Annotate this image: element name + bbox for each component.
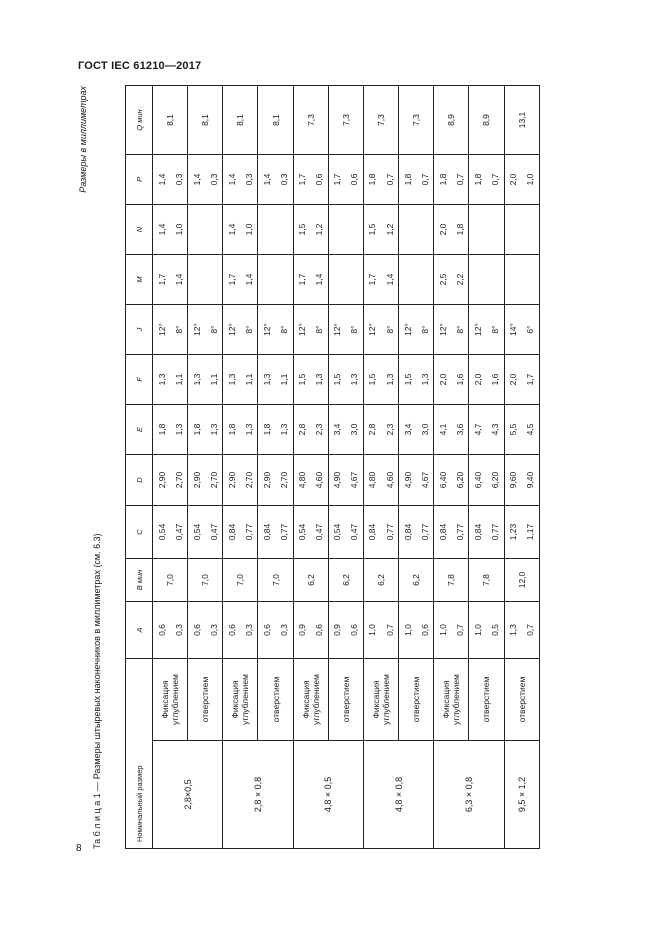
- table-row: [223, 86, 241, 849]
- value-cell-m-max: 1,7: [293, 255, 311, 305]
- value-cell-m-max: [399, 255, 417, 305]
- value-cell-q: 8,1: [188, 86, 223, 155]
- value-cell-m-min: 1,4: [381, 255, 399, 305]
- table-row: [363, 86, 381, 849]
- value-cell-p-min: 0,7: [486, 155, 504, 205]
- fixation-type-cell: Фиксация углублением: [223, 659, 258, 741]
- value-cell-q: 8,1: [223, 86, 258, 155]
- value-cell-d-max: 4,90: [399, 455, 417, 506]
- value-cell-e-min: 3,6: [451, 405, 469, 455]
- value-cell-e-max: 4,1: [434, 405, 452, 455]
- value-cell-j-max: 12°: [153, 305, 171, 355]
- value-cell-a-min: 0,5: [486, 602, 504, 659]
- value-cell-j-min: 8°: [346, 305, 364, 355]
- value-cell-d-min: 4,67: [346, 455, 364, 506]
- value-cell-j-min: 8°: [381, 305, 399, 355]
- value-cell-n-max: [504, 205, 522, 255]
- value-cell-j-max: 12°: [363, 305, 381, 355]
- value-cell-a-max: 1,0: [399, 602, 417, 659]
- value-cell-d-max: 6,40: [469, 455, 487, 506]
- value-cell-b: 7,0: [223, 559, 258, 602]
- value-cell-d-max: 4,80: [293, 455, 311, 506]
- value-cell-b: 7,0: [153, 559, 188, 602]
- column-header: J: [126, 305, 153, 355]
- value-cell-m-min: [486, 255, 504, 305]
- fixation-type-cell: Фиксация углублением: [293, 659, 328, 741]
- value-cell-a-min: 0,3: [170, 602, 188, 659]
- page-number: 8: [76, 843, 82, 854]
- value-cell-j-max: 12°: [293, 305, 311, 355]
- value-cell-a-min: 0,6: [416, 602, 434, 659]
- value-cell-f-max: 1,5: [328, 355, 346, 405]
- value-cell-e-max: 1,8: [188, 405, 206, 455]
- value-cell-e-min: 4,5: [522, 405, 540, 455]
- value-cell-p-max: 1,4: [258, 155, 276, 205]
- value-cell-f-max: 2,0: [434, 355, 452, 405]
- value-cell-j-min: 8°: [205, 305, 223, 355]
- value-cell-f-min: 1,7: [522, 355, 540, 405]
- value-cell-e-min: 1,3: [205, 405, 223, 455]
- value-cell-c-min: 1,17: [522, 506, 540, 559]
- value-cell-q: 8,9: [469, 86, 504, 155]
- value-cell-c-min: 0,77: [451, 506, 469, 559]
- fixation-type-cell: Фиксация углублением: [434, 659, 469, 741]
- value-cell-c-max: 0,84: [469, 506, 487, 559]
- value-cell-b: 6,2: [293, 559, 328, 602]
- table-row: [399, 86, 417, 849]
- value-cell-p-max: 1,8: [469, 155, 487, 205]
- value-cell-m-max: [188, 255, 206, 305]
- fixation-type-cell: отверстием: [399, 659, 434, 741]
- value-cell-m-min: 1,4: [311, 255, 329, 305]
- value-cell-m-max: [469, 255, 487, 305]
- value-cell-f-max: 2,0: [469, 355, 487, 405]
- value-cell-n-min: [486, 205, 504, 255]
- table-caption: Та б л и ц а 1 — Размеры штыревых наконечников в миллиметрах (см. 6.3): [92, 533, 102, 849]
- value-cell-c-min: 0,47: [205, 506, 223, 559]
- value-cell-j-min: 8°: [276, 305, 294, 355]
- value-cell-f-max: 1,3: [153, 355, 171, 405]
- value-cell-f-max: 2,0: [504, 355, 522, 405]
- value-cell-f-max: 1,3: [188, 355, 206, 405]
- value-cell-d-max: 2,90: [223, 455, 241, 506]
- value-cell-n-max: 1,5: [293, 205, 311, 255]
- value-cell-f-min: 1,1: [240, 355, 258, 405]
- value-cell-m-min: 1,4: [240, 255, 258, 305]
- value-cell-f-min: 1,1: [170, 355, 188, 405]
- value-cell-c-min: 0,77: [486, 506, 504, 559]
- value-cell-c-max: 0,84: [399, 506, 417, 559]
- value-cell-m-max: 1,7: [363, 255, 381, 305]
- value-cell-j-min: 8°: [311, 305, 329, 355]
- value-cell-d-min: 9,40: [522, 455, 540, 506]
- column-header: A: [126, 602, 153, 659]
- value-cell-n-min: [416, 205, 434, 255]
- value-cell-n-max: 1,4: [223, 205, 241, 255]
- value-cell-f-min: 1,3: [416, 355, 434, 405]
- value-cell-m-max: [328, 255, 346, 305]
- value-cell-d-max: 2,90: [153, 455, 171, 506]
- value-cell-e-min: 2,3: [381, 405, 399, 455]
- value-cell-b: 7,0: [258, 559, 293, 602]
- value-cell-n-min: 1,8: [451, 205, 469, 255]
- value-cell-d-max: 6,40: [434, 455, 452, 506]
- value-cell-e-min: 2,3: [311, 405, 329, 455]
- value-cell-q: 8,1: [153, 86, 188, 155]
- value-cell-n-min: 1,2: [381, 205, 399, 255]
- value-cell-c-max: 0,84: [363, 506, 381, 559]
- value-cell-d-min: 2,70: [276, 455, 294, 506]
- fixation-type-cell: отверстием: [469, 659, 504, 741]
- table-row: [469, 86, 487, 849]
- value-cell-n-max: [399, 205, 417, 255]
- value-cell-c-min: 0,77: [240, 506, 258, 559]
- dimensions-table: [125, 85, 540, 849]
- value-cell-p-min: 0,7: [416, 155, 434, 205]
- value-cell-c-max: 0,54: [153, 506, 171, 559]
- value-cell-d-min: 4,60: [311, 455, 329, 506]
- fixation-type-cell: отверстием: [328, 659, 363, 741]
- value-cell-a-max: 1,0: [469, 602, 487, 659]
- value-cell-a-min: 0,7: [451, 602, 469, 659]
- value-cell-n-min: 1,0: [240, 205, 258, 255]
- value-cell-f-max: 1,3: [258, 355, 276, 405]
- rotated-table-area: [78, 86, 578, 849]
- column-header: D: [126, 455, 153, 506]
- value-cell-p-max: 1,7: [328, 155, 346, 205]
- value-cell-a-max: 0,6: [258, 602, 276, 659]
- value-cell-q: 7,3: [328, 86, 363, 155]
- column-header: M: [126, 255, 153, 305]
- value-cell-a-min: 0,7: [522, 602, 540, 659]
- value-cell-f-min: 1,1: [205, 355, 223, 405]
- value-cell-b: 6,2: [399, 559, 434, 602]
- value-cell-m-min: [346, 255, 364, 305]
- value-cell-d-min: 6,20: [451, 455, 469, 506]
- value-cell-j-max: 12°: [223, 305, 241, 355]
- value-cell-e-min: 4,3: [486, 405, 504, 455]
- value-cell-p-min: 0,6: [311, 155, 329, 205]
- value-cell-p-min: 0,6: [346, 155, 364, 205]
- value-cell-p-max: 1,4: [223, 155, 241, 205]
- value-cell-b: 7,8: [469, 559, 504, 602]
- value-cell-c-min: 0,77: [276, 506, 294, 559]
- value-cell-e-max: 1,8: [258, 405, 276, 455]
- value-cell-d-min: 2,70: [205, 455, 223, 506]
- value-cell-q: 8,1: [258, 86, 293, 155]
- fixation-type-cell: Фиксация углублением: [363, 659, 398, 741]
- value-cell-n-max: [188, 205, 206, 255]
- value-cell-c-max: 0,84: [434, 506, 452, 559]
- value-cell-m-min: [416, 255, 434, 305]
- value-cell-m-max: 2,5: [434, 255, 452, 305]
- value-cell-c-max: 0,54: [293, 506, 311, 559]
- value-cell-c-min: 0,47: [311, 506, 329, 559]
- value-cell-p-max: 2,0: [504, 155, 522, 205]
- value-cell-e-min: 3,0: [346, 405, 364, 455]
- value-cell-f-min: 1,3: [346, 355, 364, 405]
- value-cell-e-min: 1,3: [240, 405, 258, 455]
- value-cell-a-max: 0,9: [293, 602, 311, 659]
- value-cell-e-min: 3,0: [416, 405, 434, 455]
- value-cell-a-min: 0,3: [276, 602, 294, 659]
- value-cell-a-max: 1,0: [363, 602, 381, 659]
- value-cell-n-max: 2,0: [434, 205, 452, 255]
- value-cell-e-min: 1,3: [170, 405, 188, 455]
- table-row: [293, 86, 311, 849]
- units-note: Размеры в миллиметрах: [78, 86, 88, 193]
- value-cell-m-max: 1,7: [223, 255, 241, 305]
- fixation-type-cell: отверстием: [258, 659, 293, 741]
- value-cell-q: 7,3: [293, 86, 328, 155]
- value-cell-f-min: 1,3: [381, 355, 399, 405]
- value-cell-a-min: 0,3: [205, 602, 223, 659]
- value-cell-j-max: 12°: [399, 305, 417, 355]
- value-cell-j-min: 6°: [522, 305, 540, 355]
- value-cell-n-min: [276, 205, 294, 255]
- nominal-size-cell: 4,8 × 0,5: [293, 741, 363, 849]
- value-cell-f-min: 1,3: [311, 355, 329, 405]
- value-cell-f-max: 1,5: [363, 355, 381, 405]
- value-cell-c-max: 0,84: [258, 506, 276, 559]
- value-cell-p-max: 1,8: [434, 155, 452, 205]
- table-body: [153, 86, 540, 849]
- value-cell-f-min: 1,6: [451, 355, 469, 405]
- value-cell-p-min: 0,7: [381, 155, 399, 205]
- value-cell-a-max: 0,9: [328, 602, 346, 659]
- value-cell-f-min: 1,1: [276, 355, 294, 405]
- value-cell-a-max: 0,6: [188, 602, 206, 659]
- value-cell-n-max: 1,5: [363, 205, 381, 255]
- value-cell-p-min: 0,7: [451, 155, 469, 205]
- table-row: [328, 86, 346, 849]
- value-cell-a-max: 0,6: [223, 602, 241, 659]
- fixation-type-cell: отверстием: [504, 659, 539, 741]
- value-cell-c-min: 0,47: [346, 506, 364, 559]
- value-cell-m-max: [258, 255, 276, 305]
- value-cell-e-max: 4,7: [469, 405, 487, 455]
- table-row: [258, 86, 276, 849]
- value-cell-d-min: 2,70: [170, 455, 188, 506]
- value-cell-a-min: 0,6: [311, 602, 329, 659]
- value-cell-j-min: 8°: [170, 305, 188, 355]
- value-cell-j-min: 8°: [240, 305, 258, 355]
- value-cell-j-min: 8°: [451, 305, 469, 355]
- value-cell-c-max: 0,54: [188, 506, 206, 559]
- value-cell-d-min: 2,70: [240, 455, 258, 506]
- value-cell-e-max: 5,5: [504, 405, 522, 455]
- value-cell-c-max: 0,54: [328, 506, 346, 559]
- value-cell-d-max: 9,60: [504, 455, 522, 506]
- value-cell-d-max: 4,80: [363, 455, 381, 506]
- value-cell-a-max: 1,0: [434, 602, 452, 659]
- value-cell-b: 12,0: [504, 559, 539, 602]
- page-header: ГОСТ IEC 61210—2017: [78, 60, 202, 72]
- value-cell-f-min: 1,6: [486, 355, 504, 405]
- value-cell-m-min: [276, 255, 294, 305]
- value-cell-m-min: [205, 255, 223, 305]
- value-cell-p-max: 1,4: [188, 155, 206, 205]
- nominal-size-cell: 6,3 × 0,8: [434, 741, 504, 849]
- value-cell-p-min: 1,0: [522, 155, 540, 205]
- nominal-size-cell: 2,8×0,5: [153, 741, 223, 849]
- value-cell-n-min: [205, 205, 223, 255]
- value-cell-m-min: 2,2: [451, 255, 469, 305]
- value-cell-m-max: [504, 255, 522, 305]
- value-cell-e-max: 2,8: [293, 405, 311, 455]
- value-cell-j-max: 12°: [258, 305, 276, 355]
- value-cell-j-max: 12°: [328, 305, 346, 355]
- table-header-row: [126, 86, 153, 849]
- value-cell-d-min: 4,67: [416, 455, 434, 506]
- value-cell-q: 7,3: [399, 86, 434, 155]
- value-cell-n-max: [328, 205, 346, 255]
- value-cell-j-max: 14°: [504, 305, 522, 355]
- value-cell-n-min: 1,0: [170, 205, 188, 255]
- column-header: B мин: [126, 559, 153, 602]
- table-row: [188, 86, 206, 849]
- value-cell-c-min: 0,77: [381, 506, 399, 559]
- value-cell-j-max: 12°: [188, 305, 206, 355]
- value-cell-d-max: 2,90: [258, 455, 276, 506]
- nominal-size-cell: 4,8 × 0,8: [363, 741, 433, 849]
- table-row: [504, 86, 522, 849]
- value-cell-a-min: 0,3: [240, 602, 258, 659]
- value-cell-p-min: 0,3: [276, 155, 294, 205]
- column-header: C: [126, 506, 153, 559]
- fixation-type-cell: отверстием: [188, 659, 223, 741]
- value-cell-n-max: [258, 205, 276, 255]
- value-cell-c-max: 1,23: [504, 506, 522, 559]
- value-cell-d-min: 6,20: [486, 455, 504, 506]
- value-cell-d-min: 4,60: [381, 455, 399, 506]
- value-cell-p-min: 0,3: [170, 155, 188, 205]
- value-cell-d-max: 2,90: [188, 455, 206, 506]
- value-cell-f-max: 1,5: [399, 355, 417, 405]
- value-cell-c-max: 0,84: [223, 506, 241, 559]
- value-cell-a-max: 0,6: [153, 602, 171, 659]
- value-cell-p-max: 1,8: [363, 155, 381, 205]
- value-cell-e-max: 3,4: [399, 405, 417, 455]
- value-cell-b: 6,2: [363, 559, 398, 602]
- value-cell-m-min: 1,4: [170, 255, 188, 305]
- value-cell-n-min: 1,2: [311, 205, 329, 255]
- column-header: N: [126, 205, 153, 255]
- value-cell-n-min: [522, 205, 540, 255]
- value-cell-d-max: 4,90: [328, 455, 346, 506]
- value-cell-b: 7,8: [434, 559, 469, 602]
- table-row: [434, 86, 452, 849]
- value-cell-p-min: 0,3: [240, 155, 258, 205]
- value-cell-n-max: 1,4: [153, 205, 171, 255]
- value-cell-p-max: 1,7: [293, 155, 311, 205]
- value-cell-n-min: [346, 205, 364, 255]
- value-cell-q: 7,3: [363, 86, 398, 155]
- value-cell-e-max: 2,8: [363, 405, 381, 455]
- value-cell-j-min: 8°: [486, 305, 504, 355]
- value-cell-a-min: 0,7: [381, 602, 399, 659]
- value-cell-e-max: 1,8: [223, 405, 241, 455]
- table-row: [153, 86, 171, 849]
- column-header: E: [126, 405, 153, 455]
- value-cell-j-min: 8°: [416, 305, 434, 355]
- value-cell-c-min: 0,47: [170, 506, 188, 559]
- value-cell-b: 7,0: [188, 559, 223, 602]
- column-header: Номинальный размер: [126, 659, 153, 849]
- value-cell-b: 6,2: [328, 559, 363, 602]
- value-cell-m-min: [522, 255, 540, 305]
- column-header: F: [126, 355, 153, 405]
- value-cell-a-min: 0,6: [346, 602, 364, 659]
- value-cell-q: 13,1: [504, 86, 539, 155]
- value-cell-m-max: 1,7: [153, 255, 171, 305]
- value-cell-p-max: 1,4: [153, 155, 171, 205]
- value-cell-e-max: 1,8: [153, 405, 171, 455]
- value-cell-e-min: 1,3: [276, 405, 294, 455]
- value-cell-e-max: 3,4: [328, 405, 346, 455]
- column-header: P: [126, 155, 153, 205]
- value-cell-j-max: 12°: [469, 305, 487, 355]
- value-cell-f-max: 1,5: [293, 355, 311, 405]
- value-cell-p-max: 1,8: [399, 155, 417, 205]
- nominal-size-cell: 2,8 × 0,8: [223, 741, 293, 849]
- value-cell-p-min: 0,3: [205, 155, 223, 205]
- column-header: Q мин: [126, 86, 153, 155]
- value-cell-c-min: 0,77: [416, 506, 434, 559]
- fixation-type-cell: Фиксация углублением: [153, 659, 188, 741]
- value-cell-n-max: [469, 205, 487, 255]
- value-cell-f-max: 1,3: [223, 355, 241, 405]
- value-cell-j-max: 12°: [434, 305, 452, 355]
- nominal-size-cell: 9,5 × 1,2: [504, 741, 539, 849]
- value-cell-a-max: 1,3: [504, 602, 522, 659]
- value-cell-q: 8,9: [434, 86, 469, 155]
